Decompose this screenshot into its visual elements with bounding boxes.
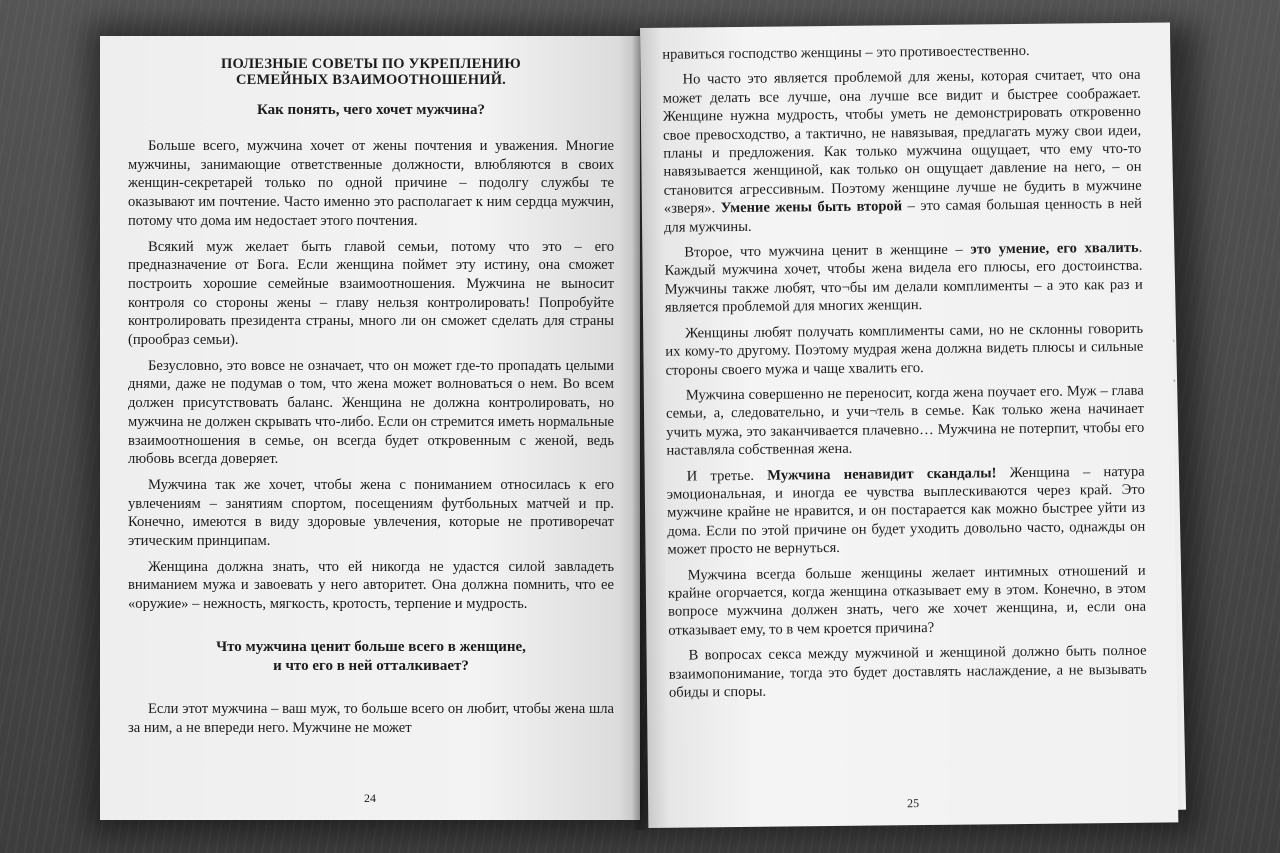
paragraph: Мужчина так же хочет, чтобы жена с пониманием относилась к его увлечениям – занятиям спортом, посещениям футбольных матчей и пр. Конечно, имеются в виду здоровые увлечения, которые не противоречат этическим принципам. [128, 476, 614, 550]
paragraph: Если этот мужчина – ваш муж, то больше всего он любит, чтобы жена шла за ним, а не впереди него. Мужчине не может [128, 700, 614, 736]
page-number: 24 [364, 791, 376, 805]
section-title-line1: Что мужчина ценит больше всего в женщине, [216, 638, 526, 655]
paragraph: Мужчина совершенно не переносит, когда жена поучает его. Муж – глава семьи, а, следовательно, и учи¬тель в семье. Как только жена начинает учить мужа, это заканчивается плачевно… Мужчина не потерпит, чтобы его наставляла собственная жена. [665, 382, 1145, 459]
paragraph: Женщина должна знать, что ей никогда не удастся силой завладеть вниманием мужа и завоевать у него авторитет. Она должна помнить, что ее «оружие» – нежность, мягкость, кротость, терпение и мудрость. [128, 558, 614, 613]
paragraph: Второе, что мужчина ценит в женщине – это умение, его хвалить. Каждый мужчина хочет, чтобы жена видела его плюсы, его достоинства. Мужчины также любят, что¬бы им делали комплименты – а это как раз и является проблемой для многих женщин. [664, 239, 1143, 317]
page-title-line1: ПОЛЕЗНЫЕ СОВЕТЫ ПО УКРЕПЛЕНИЮ [221, 56, 521, 72]
paragraph: нравиться господство женщины – это противоестественно. [662, 42, 1030, 63]
paragraph: Больше всего, мужчина хочет от жены почтения и уважения. Многие мужчины, занимающие ответственные должности, влюбляются в своих женщин-секретарей только по одной причине – подолгу службы те оказывают им почтение. Часто именно это располагает к ним сердца мужчин, потому что дома им недостает этого почтения. [128, 138, 614, 229]
page-number: 25 [907, 796, 920, 811]
paragraph: И третье. Мужчина ненавидит скандалы! Женщина – натура эмоциональная, и иногда ее чувства выплескиваются через край. Это мужчине крайне не нравится, и он постарается как можно быстрее уйти из дома. Если по этой причине он будет уходить довольно часто, однажды он может просто не вернуться. [666, 463, 1146, 558]
bold-phrase: это умение, его хвалить [970, 239, 1139, 258]
paragraph: В вопросах секса между мужчиной и женщиной должно быть полное взаимопонимание, тогда это будет доставлять наслаждение, а не вызывать обиды и споры. [668, 642, 1147, 701]
section-title [128, 638, 614, 676]
paragraph: Мужчина всегда больше женщины желает интимных отношений и крайне огорчается, когда женщина отказывает ему в этом. Конечно, в этом вопросе мужчина должен знать, чего же хочет женщина, и, если она отказывает ему, то в чем кроется причина? [667, 562, 1147, 639]
right-page [640, 22, 1178, 828]
page-subtitle: Как понять, чего хочет мужчина? [256, 102, 486, 118]
paragraph: Женщины любят получать комплименты сами, но не склонны говорить их кому-то другому. Поэтому мудрая жена должна видеть плюсы и сильные стороны своего мужа и чаще хвалить его. [665, 320, 1144, 379]
paragraph: Безусловно, это вовсе не означает, что он может где-то пропадать целыми днями, даже не подумав о том, что жена может волноваться о нем. Во всем должен присутствовать баланс. Женщина не должна контролировать, но мужчина не должен скрывать что-либо. Если он стремится иметь нормальные взаимоотношения в семье, он всегда будет откровенным с женой, ведь любовь всегда доверяет. [128, 357, 614, 468]
section-title-line2: и что его в ней отталкивает? [273, 657, 469, 674]
paragraph: Всякий муж желает быть главой семьи, потому что это – его предназначение от Бога. Если женщина поймет эту истину, она сможет построить хорошие семейные взаимоотношения. Мужчина не выносит контроля со стороны жены – главу нельзя контролировать! Попробуйте контролировать президента страны, много ли он сможет сделать для страны (прообраз семьи). [128, 238, 614, 349]
bold-phrase: Мужчина ненавидит скандалы! [767, 464, 997, 484]
page-title-line2: СЕМЕЙНЫХ ВЗАИМООТНОШЕНИЙ. [236, 72, 506, 88]
bold-phrase: Умение жены быть второй [720, 198, 903, 217]
paragraph: Но часто это является проблемой для жены, которая считает, что она может делать все лучше, она лучше все видит и быстрее соображает. Женщине нужна мудрость, чтобы уметь не демонстрировать откровенно свое превосходство, а тактично, не навязывая, предлагать мужу свои идеи, планы и предложения. Как только мужчина ощущает, что ему что-то навязывается женщиной, как только он ощущает давление на него, – он становится агрессивным. Поэтому женщине лучше не будить в мужчине «зверя». Умение жены быть второй – это самая большая ценность в ней для мужчины. [662, 67, 1142, 236]
left-page [100, 36, 640, 820]
